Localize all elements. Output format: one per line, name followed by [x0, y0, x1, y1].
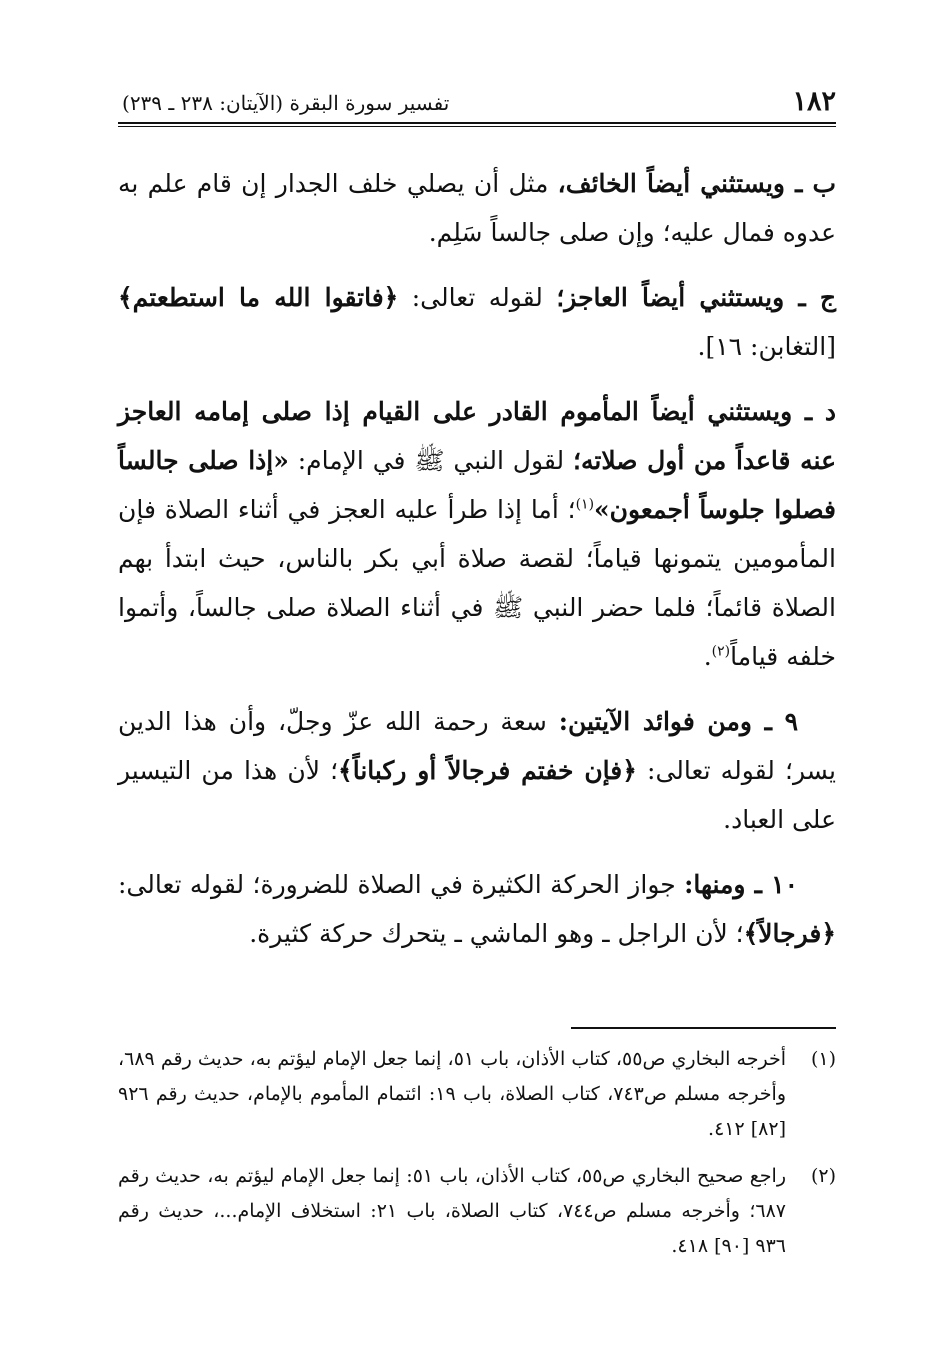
paragraph-9-text2: ؛ لأن هذا من التيسير على العباد.	[118, 756, 836, 834]
paragraph-j-verse: ﴿فاتقوا الله ما استطعتم﴾	[118, 283, 399, 312]
paragraph-10-verse: ﴿فرجالاً﴾	[743, 919, 836, 948]
paragraph-10-text1: جواز الحركة الكثيرة في الصلاة للضرورة؛ لقوله تعالى:	[118, 870, 685, 899]
paragraph-d-text2: ؛ أما إذا طرأ عليه العجز في أثناء الصلاة فإن المأمومين يتمونها قياماً؛ لقصة صلاة أبي بكر بالناس، حيث ابتدأ بهم الصلاة قائماً؛ فلما حضر النبي ﷺ في أثناء الصلاة صلى جالساً، وأتموا خلفه قياماً	[118, 495, 836, 671]
page-number: ١٨٢	[792, 86, 836, 117]
footnote-2	[118, 1159, 836, 1264]
paragraph-b-lead: ب ـ ويستثني أيضاً الخائف،	[557, 169, 836, 198]
header-rule-thin	[118, 126, 836, 127]
footnote-ref-1[interactable]: (١)	[575, 496, 595, 513]
paragraph-9-lead: ٩ ـ ومن فوائد الآيتين:	[558, 707, 798, 736]
footnote-1	[118, 1042, 836, 1147]
paragraph-d	[118, 387, 836, 681]
footnote-separator	[571, 1027, 836, 1029]
paragraph-d-lead: د ـ ويستثني أيضاً المأموم القادر على القيام إذا صلى إمامه العاجز عنه قاعداً من أول صلاته؛	[118, 397, 836, 475]
paragraph-d-hadith: «إذا صلى جالساً فصلوا جلوساً أجمعون»	[118, 446, 837, 524]
footnotes	[118, 1042, 836, 1276]
footnote-ref-2[interactable]: (٢)	[711, 643, 731, 660]
paragraph-j	[118, 273, 836, 371]
book-page	[118, 84, 837, 1257]
paragraph-j-text2: [التغابن: ١٦].	[697, 332, 836, 361]
footnote-number: (١)	[810, 1048, 836, 1070]
main-text	[118, 159, 836, 974]
paragraph-10	[118, 860, 836, 958]
page-header	[118, 84, 836, 120]
running-title: تفسير سورة البقرة (الآيتان: ٢٣٨ ـ ٢٣٩)	[122, 91, 450, 115]
paragraph-b-text: مثل أن يصلي خلف الجدار إن قام علم به عدوه فمال عليه؛ وإن صلى جالساً سَلِم.	[118, 169, 836, 247]
paragraph-d-text1: لقول النبي ﷺ في الإمام:	[288, 446, 574, 475]
header-rule	[118, 122, 836, 124]
paragraph-d-text3: .	[703, 642, 712, 671]
paragraph-10-text2: ؛ لأن الراجل ـ وهو الماشي ـ يتحرك حركة كثيرة.	[249, 919, 744, 948]
paragraph-9-verse: ﴿فإن خفتم فرجالاً أو ركباناً﴾	[338, 756, 637, 785]
footnote-text: راجع صحيح البخاري ص٥٥، كتاب الأذان، باب ٥١: إنما جعل الإمام ليؤتم به، حديث رقم ٦٨٧؛ وأخرجه مسلم ص٧٤٤، كتاب الصلاة، باب ٢١: استخلاف الإمام...، حديث رقم ٩٣٦ [٩٠] ٤١٨.	[118, 1165, 787, 1257]
paragraph-b	[118, 159, 836, 257]
paragraph-j-lead: ج ـ ويستثني أيضاً العاجز؛	[556, 283, 836, 312]
footnote-text: أخرجه البخاري ص٥٥، كتاب الأذان، باب ٥١، إنما جعل الإمام ليؤتم به، حديث رقم ٦٨٩، وأخرجه مسلم ص٧٤٣، كتاب الصلاة، باب ١٩: ائتمام المأموم بالإمام، حديث رقم ٩٢٦ [٨٢] ٤١٢.	[118, 1048, 786, 1140]
paragraph-j-text1: لقوله تعالى:	[398, 283, 557, 312]
paragraph-9	[118, 697, 836, 844]
paragraph-10-lead: ١٠ ـ ومنها:	[684, 870, 798, 899]
paragraph-9-text1: سعة رحمة الله عزّ وجلّ، وأن هذا الدين يسر؛ لقوله تعالى:	[118, 707, 837, 785]
footnote-number: (٢)	[810, 1165, 836, 1187]
